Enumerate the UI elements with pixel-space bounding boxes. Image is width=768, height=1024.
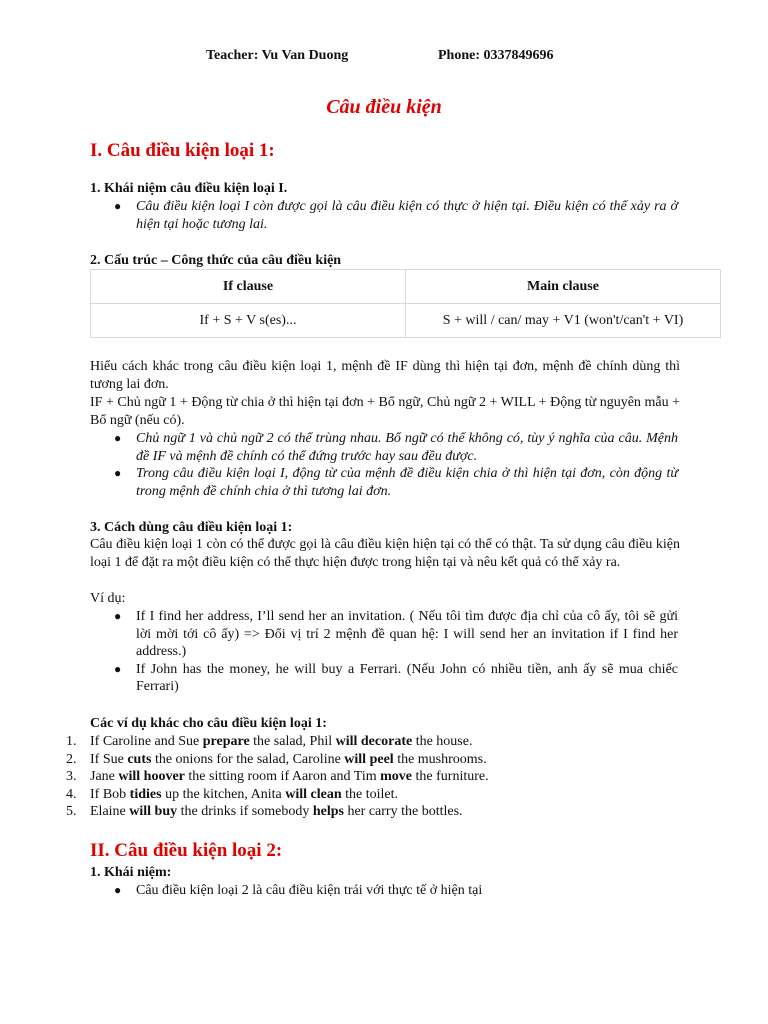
item-number: 5. xyxy=(66,804,77,819)
verb-highlight: will clean xyxy=(285,786,342,802)
example-item xyxy=(66,803,686,821)
section-2-sub-1-heading: 1. Khái niệm: xyxy=(90,865,172,880)
paragraph: Hiểu cách khác trong câu điều kiện loại 1, mệnh đề IF dùng thì hiện tại đơn, mệnh đề chính dùng thì tương lai đơn. xyxy=(90,359,680,392)
example-text: the house. xyxy=(412,734,473,749)
bullet-dot-icon: ● xyxy=(114,661,122,676)
verb-highlight: tidies xyxy=(129,786,162,802)
section-2-sub-1-bullets xyxy=(112,882,678,900)
section-1-sub-3-heading: 3. Cách dùng câu điều kiện loại 1: xyxy=(90,520,293,535)
table-cell: If + S + V s(es)... xyxy=(91,304,406,338)
paragraph: Câu điều kiện loại 1 còn có thể được gọi là câu điều kiện hiện tại có thể có thật. Ta sử dụng câu điều kiện loại 1 để đặt ra một điều kiện có thể thực hiện được trong hiện tại và nêu kết quả có thể xảy ra. xyxy=(90,537,680,570)
example-item xyxy=(66,786,686,804)
example-text: Elaine xyxy=(90,804,130,819)
list-item: ● Trong câu điều kiện loại I, động từ của mệnh đề điều kiện chia ở thì hiện tại đơn, còn động từ trong mệnh đề chính chia ở thì tương lai đơn. xyxy=(114,466,678,499)
table-row xyxy=(91,304,721,338)
section-2-heading: II. Câu điều kiện loại 2: xyxy=(90,840,283,861)
table-cell: S + will / can/ may + V1 (won't/can't + VI) xyxy=(406,304,721,338)
list-item: ● If John has the money, he will buy a Ferrari. (Nếu John có nhiều tiền, anh ấy sẽ mua chiếc Ferrari) xyxy=(114,661,678,694)
list-item: ● If I find her address, I’ll send her an invitation. ( Nếu tôi tìm được địa chỉ của cô ấy, tôi sẽ gửi lời mời tới cô ấy) => Đổi vị trí 2 mệnh đề quan hệ: I will send her an invitation if I find her address.) xyxy=(114,609,678,659)
verb-highlight: will peel xyxy=(344,751,394,767)
other-examples-list xyxy=(66,733,686,821)
bullet-dot-icon: ● xyxy=(114,609,122,623)
list-item: ● Câu điều kiện loại I còn được gọi là câu điều kiện có thực ở hiện tại. Điều kiện có thể xảy ra ở hiện tại hoặc tương lai. xyxy=(114,199,678,232)
verb-highlight: will hoover xyxy=(118,769,185,784)
bullet-dot-icon: ● xyxy=(114,431,122,445)
bullet-dot-icon: ● xyxy=(114,199,122,213)
example-item xyxy=(66,768,686,786)
document-title: Câu điều kiện xyxy=(326,96,442,118)
verb-highlight: move xyxy=(380,769,413,784)
section-1-sub-3-bullets xyxy=(112,608,678,696)
section-1-sub-2-heading: 2. Cấu trúc – Công thức của câu điều kiện xyxy=(90,253,342,268)
teacher-phone: Phone: 0337849696 xyxy=(438,48,554,63)
section-1-sub-2-bullets xyxy=(112,430,678,500)
section-1-sub-1-bullets xyxy=(112,198,678,233)
verb-highlight: will buy xyxy=(129,804,178,819)
example-text: Jane xyxy=(90,769,119,784)
example-text: the toilet. xyxy=(341,786,398,802)
example-text: If Caroline and Sue xyxy=(90,734,203,749)
structure-table xyxy=(90,269,721,338)
table-header-cell: Main clause xyxy=(406,270,721,304)
example-text: the onions for the salad, Caroline xyxy=(151,751,345,767)
example-text: the sitting room if Aaron and Tim xyxy=(184,769,381,784)
paragraph: IF + Chủ ngữ 1 + Động từ chia ở thì hiện tại đơn + Bổ ngữ, Chủ ngữ 2 + WILL + Động từ nguyên mẫu + Bổ ngữ (nếu có). xyxy=(90,395,680,428)
section-1-heading: I. Câu điều kiện loại 1: xyxy=(90,140,275,161)
item-number: 2. xyxy=(66,751,77,767)
list-item: ● Câu điều kiện loại 2 là câu điều kiện trái với thực tế ở hiện tại xyxy=(114,883,483,898)
teacher-name: Teacher: Vu Van Duong xyxy=(206,48,349,63)
verb-highlight: will decorate xyxy=(335,734,413,749)
example-text: the mushrooms. xyxy=(393,751,487,767)
verb-highlight: prepare xyxy=(202,734,250,749)
example-text: the furniture. xyxy=(412,769,489,784)
verb-highlight: helps xyxy=(312,804,344,819)
item-number: 4. xyxy=(66,786,77,802)
example-text: If Bob xyxy=(90,786,130,802)
item-number: 3. xyxy=(66,769,77,784)
example-text: up the kitchen, Anita xyxy=(161,786,286,802)
bullet-dot-icon: ● xyxy=(114,466,122,480)
example-label: Ví dụ: xyxy=(90,591,126,606)
table-header-cell: If clause xyxy=(91,270,406,304)
example-text: the salad, Phil xyxy=(249,734,336,749)
other-examples-heading: Các ví dụ khác cho câu điều kiện loại 1: xyxy=(90,716,327,731)
example-text: the drinks if somebody xyxy=(177,804,313,819)
example-text: her carry the bottles. xyxy=(343,804,463,819)
list-item: ● Chủ ngữ 1 và chủ ngữ 2 có thể trùng nhau. Bổ ngữ có thể không có, tùy ý nghĩa của câu. Mệnh đề IF và mệnh đề chính có thể đứng trước hay sau đều được. xyxy=(114,431,678,464)
verb-highlight: cuts xyxy=(127,751,152,767)
item-number: 1. xyxy=(66,734,77,749)
example-item xyxy=(66,751,686,769)
bullet-dot-icon: ● xyxy=(114,883,122,897)
table-header-row xyxy=(91,270,721,304)
section-1-sub-1-heading: 1. Khái niệm câu điều kiện loại I. xyxy=(90,181,288,196)
example-text: If Sue xyxy=(90,751,128,767)
example-item xyxy=(66,733,686,751)
